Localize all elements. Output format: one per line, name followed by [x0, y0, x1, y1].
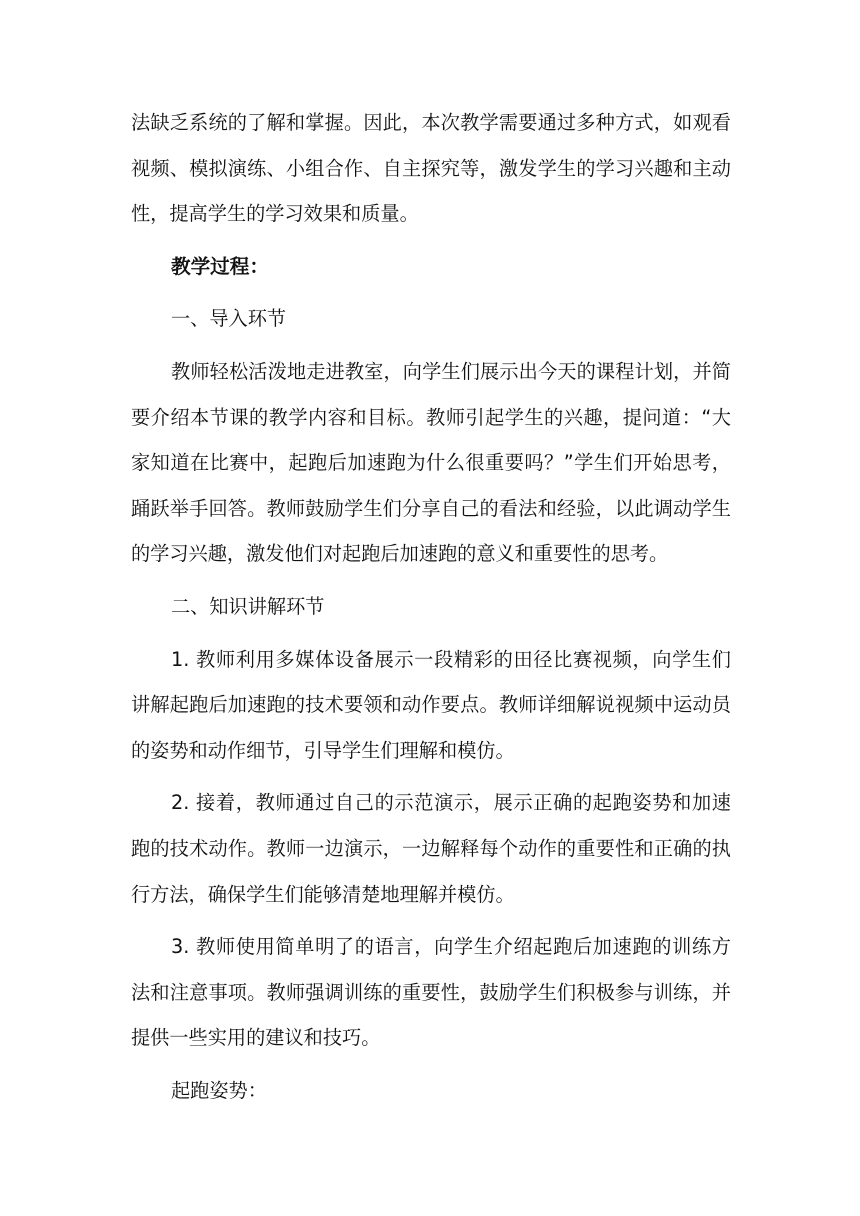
list-item-2: 2. 接着，教师通过自己的示范演示，展示正确的起跑姿势和加速跑的技术动作。教师一边演示，一边解释每个动作的重要性和正确的执行方法，确保学生们能够清楚地理解并模仿。: [131, 791, 731, 906]
paragraph-continuation: 法缺乏系统的了解和掌握。因此，本次教学需要通过多种方式，如观看视频、模拟演练、小组合作、自主探究等，激发学生的学习兴趣和主动性，提高学生的学习效果和质量。: [131, 111, 731, 226]
subheading-introduction: 一、导入环节: [171, 307, 287, 331]
section-heading-teaching-process: 教学过程：: [171, 254, 269, 278]
list-item-3: 3. 教师使用简单明了的语言，向学生介绍起跑后加速跑的训练方法和注意事项。教师强调训练的重要性，鼓励学生们积极参与训练，并提供一些实用的建议和技巧。: [131, 935, 731, 1050]
subheading-knowledge-explanation: 二、知识讲解环节: [171, 594, 325, 618]
list-item-1: 1. 教师利用多媒体设备展示一段精彩的田径比赛视频，向学生们讲解起跑后加速跑的技术要领和动作要点。教师详细解说视频中运动员的姿势和动作细节，引导学生们理解和模仿。: [131, 647, 731, 762]
label-start-posture: 起跑姿势：: [171, 1078, 267, 1102]
paragraph-introduction: 教师轻松活泼地走进教室，向学生们展示出今天的课程计划，并简要介绍本节课的教学内容和目标。教师引起学生的兴趣，提问道：“大家知道在比赛中，起跑后加速跑为什么很重要吗？”学生们开始思考，踊跃举手回答。教师鼓励学生们分享自己的看法和经验，以此调动学生的学习兴趣，激发他们对起跑后加速跑的意义和重要性的思考。: [131, 359, 731, 566]
document-body: [131, 100, 731, 1113]
